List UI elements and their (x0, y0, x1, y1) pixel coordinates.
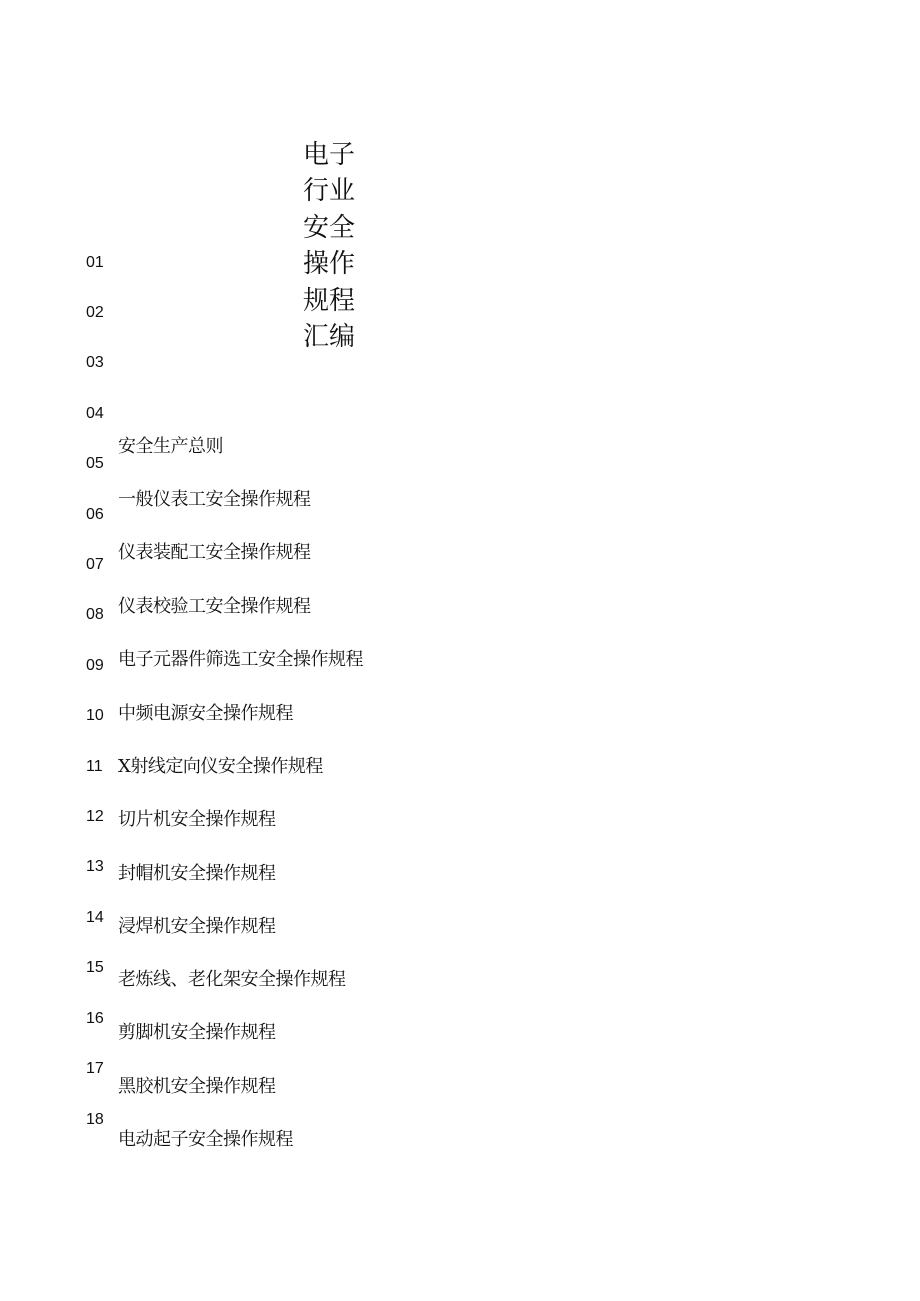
section-number: 09 (86, 657, 104, 674)
document-title (303, 137, 373, 355)
title-line: 规程 (303, 285, 356, 316)
section-number: 01 (86, 254, 104, 271)
section-number: 13 (86, 858, 104, 875)
section-number: 16 (86, 1010, 104, 1027)
list-item: 封帽机安全操作规程 (118, 863, 276, 884)
list-item: 老炼线、老化架安全操作规程 (118, 969, 346, 990)
title-line: 行业 (303, 176, 356, 207)
list-item: 电子元器件筛选工安全操作规程 (118, 649, 363, 670)
title-line: 操作 (303, 249, 356, 280)
section-number: 10 (86, 707, 104, 724)
list-item: 浸焊机安全操作规程 (118, 916, 276, 937)
list-item: 切片机安全操作规程 (118, 809, 276, 830)
section-number: 06 (86, 506, 104, 523)
section-number: 12 (86, 808, 104, 825)
section-number: 03 (86, 354, 104, 371)
list-item: 黑胶机安全操作规程 (118, 1076, 276, 1097)
list-item: 剪脚机安全操作规程 (118, 1022, 276, 1043)
title-line: 安全 (303, 212, 356, 243)
section-number: 18 (86, 1111, 104, 1128)
list-item: 仪表装配工安全操作规程 (118, 542, 311, 563)
title-line: 电子 (303, 140, 356, 170)
list-item: 仪表校验工安全操作规程 (118, 596, 311, 617)
list-item: 中频电源安全操作规程 (118, 703, 293, 724)
section-number: 04 (86, 405, 104, 422)
section-number: 08 (86, 606, 104, 623)
list-item: 电动起子安全操作规程 (118, 1129, 293, 1150)
title-line: 汇编 (303, 322, 356, 353)
section-number: 17 (86, 1060, 104, 1077)
section-number: 11 (86, 758, 103, 775)
list-item: 一般仪表工安全操作规程 (118, 489, 311, 510)
section-number: 14 (86, 909, 104, 926)
section-number: 02 (86, 304, 104, 321)
section-number: 07 (86, 556, 104, 573)
list-item: X射线定向仪安全操作规程 (118, 756, 323, 777)
section-number: 05 (86, 455, 104, 472)
list-item: 安全生产总则 (118, 436, 223, 457)
section-number: 15 (86, 959, 104, 976)
